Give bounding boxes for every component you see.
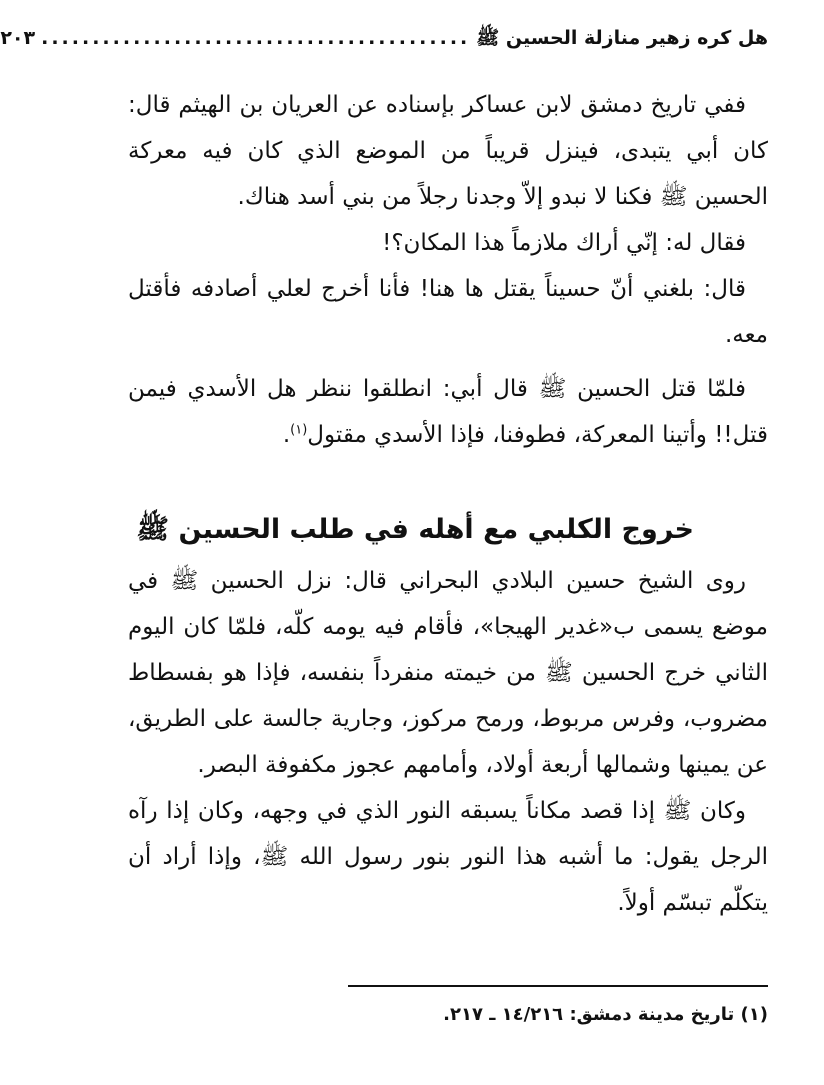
paragraph-4-end: . — [282, 422, 291, 448]
footnote: (١) تاريخ مدينة دمشق: ١٤/٢١٦ ـ ٢١٧. — [443, 1004, 768, 1025]
running-header-leader-dots: .......................................... — [41, 27, 471, 49]
running-header — [0, 22, 768, 54]
page-number: ٢٠٣ — [0, 27, 36, 49]
footnote-marker: (١) — [290, 422, 308, 438]
paragraph-4 — [128, 366, 768, 458]
paragraph-5: روى الشيخ حسين البلادي البحراني قال: نزل الحسين ﷺ في موضع يسمى ب«غدير الهيجا»، فأقام فيه يومه كلّه، فلمّا كان اليوم الثاني خرج الحسين ﷺ من خيمته منفرداً بنفسه، فإذا هو بفسطاط مضروب، وفرس مربوط، ورمح مركوز، وجارية جالسة على الطريق، عن يمينها وشمالها أربعة أولاد، وأمامهم عجوز مكفوفة البصر. — [128, 568, 768, 778]
paragraph-3: قال: بلغني أنّ حسيناً يقتل ها هنا! فأنا أخرج لعلي أصادفه فأقتل معه. — [128, 276, 768, 348]
footnote-separator — [348, 985, 768, 987]
section-heading: خروج الكلبي مع أهله في طلب الحسين ﷺ — [136, 514, 694, 545]
paragraph-6: وكان ﷺ إذا قصد مكاناً يسبقه النور الذي في وجهه، وكان إذا رآه الرجل يقول: ما أشبه هذا النور بنور رسول الله ﷺ، وإذا أراد أن يتكلّم تبسّم أولاً. — [128, 798, 768, 916]
book-page — [0, 22, 768, 926]
paragraph-2: فقال له: إنّي أراك ملازماً هذا المكان؟! — [382, 230, 746, 256]
paragraph-4-text: فلمّا قتل الحسين ﷺ قال أبي: انطلقوا ننظر هل الأسدي فيمن قتل!! وأتينا المعركة، فطوفنا، فإذا الأسدي مقتول — [128, 376, 768, 448]
running-header-title: هل كره زهير منازلة الحسين ﷺ — [476, 27, 768, 49]
paragraph-1: ففي تاريخ دمشق لابن عساكر بإسناده عن العريان بن الهيثم قال: كان أبي يتبدى، فينزل قريباً من الموضع الذي كان فيه معركة الحسين ﷺ فكنا لا نبدو إلاّ وجدنا رجلاً من بني أسد هناك. — [128, 92, 768, 210]
body-text — [128, 82, 768, 926]
